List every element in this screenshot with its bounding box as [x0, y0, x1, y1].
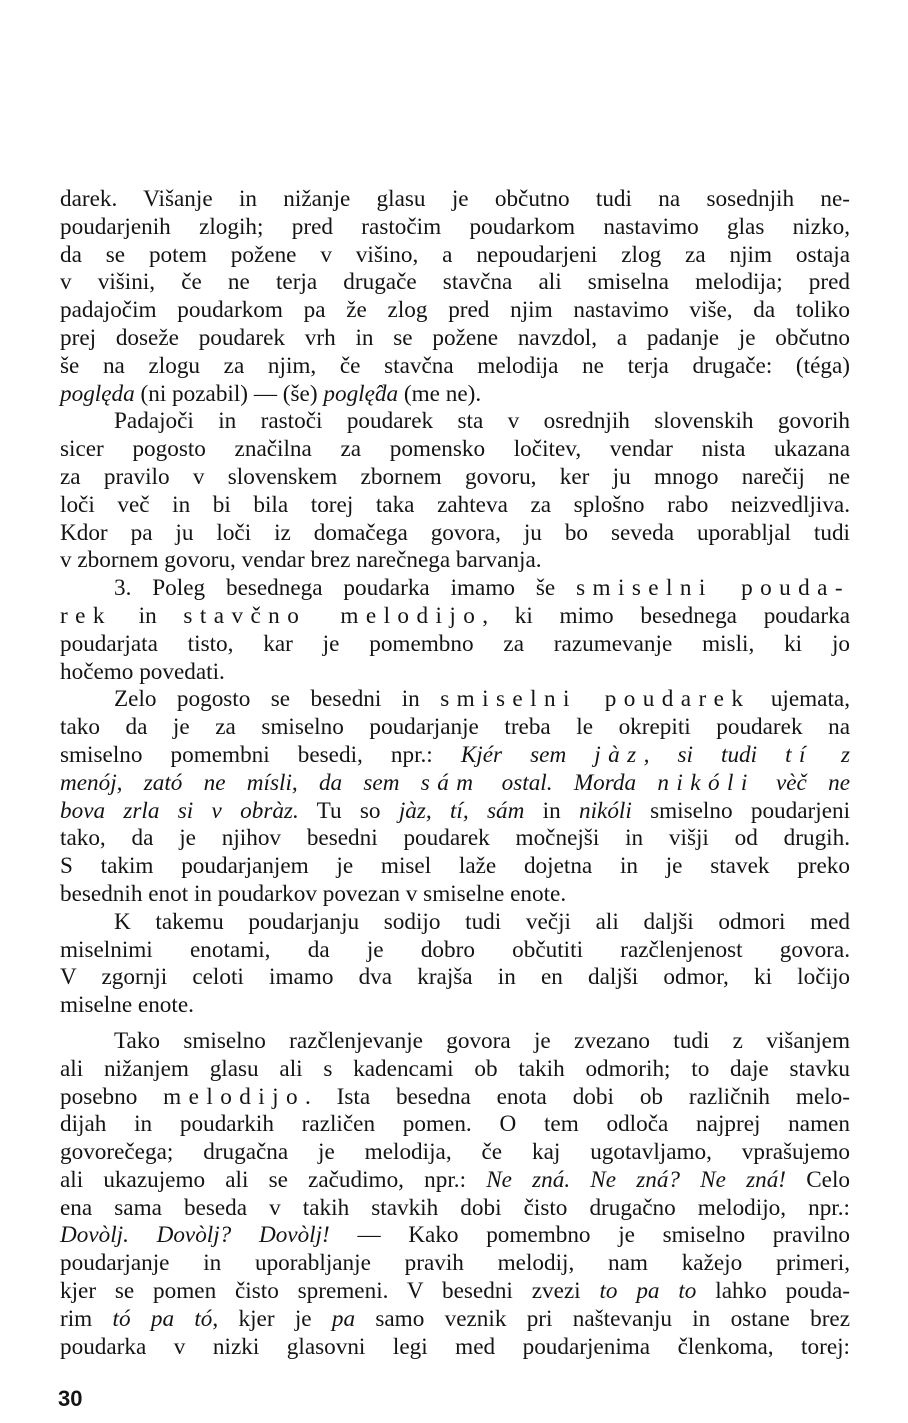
text-line: poudarjata tisto, kar je pomembno za razumevanje misli, ki jo: [60, 630, 850, 657]
text-line: menój, zató ne mísli, da sem sám ostal. Morda nikóli vèč ne: [60, 769, 850, 796]
text-line: prej doseže poudarek vrh in se požene navzdol, a padanje je občutno: [60, 324, 850, 351]
spaced-term: melodijo: [163, 1083, 305, 1110]
text-line: poudarjanje in uporabljanje pravih melodij, nam kažejo primeri,: [60, 1250, 850, 1277]
text-line: Padajoči in rastoči poudarek sta v osrednjih slovenskih govorih: [114, 408, 850, 435]
text-line: ena sama beseda v takih stavkih dobi čisto drugačno melodijo, npr.:: [60, 1194, 850, 1221]
spaced-term: smiselni pouda-: [576, 575, 851, 602]
spaced-italic-term: jàz: [594, 741, 644, 768]
spaced-term: stavčno melodijo: [183, 602, 483, 629]
text-line: poudarjenih zlogih; pred rastočim poudarkom nastavimo glas nizko,: [60, 213, 850, 240]
spaced-italic-term: tí: [785, 741, 813, 768]
text-line: tako da je za smiselno poudarjanje treba le okrepiti poudarek na: [60, 714, 850, 741]
text-line: miselnimi enotami, da je dobro občutiti razčlenjenost govora.: [60, 936, 850, 963]
text-line: dijah in poudarkih različen pomen. O tem odloča najprej namen: [60, 1111, 850, 1138]
spaced-italic-term: nikóli: [657, 769, 755, 796]
text-line: tako, da je njihov besedni poudarek močnejši in višji od drugih.: [60, 825, 850, 852]
text-line: sicer pogosto značilna za pomensko ločitev, vendar nista ukazana: [60, 436, 850, 463]
text-line: smiselno pomembni besedi, npr.: Kjér sem jàz, si tudi tí z: [60, 741, 851, 768]
text-line: v zbornem govoru, vendar brez narečnega barvanja.: [60, 547, 542, 574]
text-line: Dovòlj. Dovòlj? Dovòlj! — Kako pomembno je smiselno pravilno: [60, 1222, 850, 1249]
text-line: hočemo povedati.: [60, 658, 225, 685]
text-line: za pravilo v slovenskem zbornem govoru, ker ju mnogo narečij ne: [60, 463, 850, 490]
text-line: 3. Poleg besednega poudarka imamo še smiselni pouda-: [114, 575, 851, 602]
text-line: ali ukazujemo ali se začudimo, npr.: Ne zná. Ne zná? Ne zná! Celo: [60, 1166, 850, 1193]
text-line: ali nižanjem glasu ali s kadencami ob takih odmorih; to daje stavku: [60, 1055, 850, 1082]
text-line: Kdor pa ju loči iz domačega govora, ju bo seveda uporabljal tudi: [60, 519, 850, 546]
text-line: v višini, če ne terja drugače stavčna ali smiselna melodija; pred: [60, 269, 850, 296]
text-line: da se potem požene v višino, a nepoudarjeni zlog za njim ostaja: [60, 241, 850, 268]
text-line: besednih enot in poudarkov povezan v smiselne enote.: [60, 880, 567, 907]
text-line: K takemu poudarjanju sodijo tudi večji ali daljši odmori med: [114, 908, 850, 935]
text-line: miselne enote.: [60, 992, 194, 1019]
text-line: poudarka v nizki glasovni legi med poudarjenima členkoma, torej:: [60, 1333, 850, 1360]
text-line: loči več in bi bila torej taka zahteva za splošno rabo neizvedljiva.: [60, 491, 850, 518]
text-line: posebno melodijo. Ista besedna enota dobi ob različnih melo-: [60, 1083, 850, 1110]
page-text: [60, 186, 850, 1361]
text-line: Zelo pogosto se besedni in smiselni poudarek ujemata,: [114, 686, 851, 713]
text-line: rek in stavčno melodijo, ki mimo besednega poudarka: [60, 602, 850, 629]
text-line: darek. Višanje in nižanje glasu je občutno tudi na sosednjih ne-: [60, 186, 850, 212]
text-line: Tako smiselno razčlenjevanje govora je zvezano tudi z višanjem: [114, 1027, 850, 1054]
text-line: padajočim poudarkom pa že zlog pred njim nastavimo više, da toliko: [60, 297, 850, 324]
text-line: rim tó pa tó, kjer je pa samo veznik pri naštevanju in ostane brez: [60, 1305, 851, 1332]
text-line: poględa (ni pozabil) — (še) poglę̂da (me ne).: [60, 380, 482, 407]
text-line: V zgornji celoti imamo dva krajša in en daljši odmor, ki ločijo: [60, 964, 850, 991]
spaced-term: smiselni poudarek: [440, 686, 751, 713]
italic-word: poględa: [60, 380, 135, 407]
text-line: govorečega; drugačna je melodija, če kaj ugotavljamo, vprašujemo: [60, 1139, 850, 1166]
page-number: 30: [58, 1386, 83, 1411]
text-line: S takim poudarjanjem je misel laže dojetna in je stavek preko: [60, 853, 850, 880]
text-line: bova zrla si v obràz. Tu so jàz, tí, sám in nikóli smiselno poudarjeni: [60, 797, 851, 824]
text-line: še na zlogu za njim, če stavčna melodija ne terja drugače: (téga): [60, 352, 850, 379]
spaced-italic-term: sám: [420, 769, 481, 796]
spaced-term: rek: [60, 602, 112, 629]
text-line: kjer se pomen čisto spremeni. V besedni zvezi to pa to lahko pouda-: [60, 1278, 850, 1305]
paragraph-gap: [60, 1020, 850, 1028]
italic-word: poglę̂da: [323, 380, 399, 407]
